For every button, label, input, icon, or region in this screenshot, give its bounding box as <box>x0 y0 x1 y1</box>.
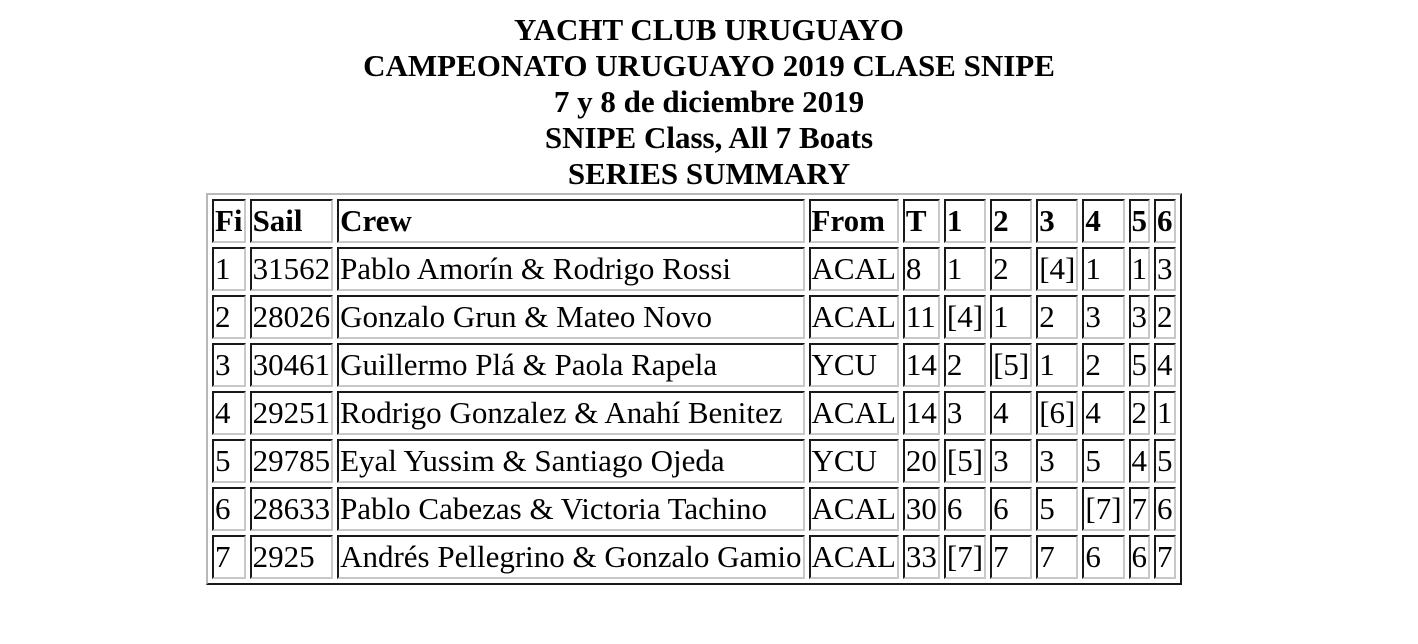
summary-title: SERIES SUMMARY <box>567 156 851 191</box>
cell-from: ACAL <box>809 535 899 579</box>
cell-race-2: 3 <box>990 439 1032 483</box>
cell-place: 5 <box>212 439 246 483</box>
cell-race-3: 5 <box>1036 487 1078 531</box>
results-container <box>206 193 1182 585</box>
table-row <box>212 391 1176 435</box>
cell-race-5: 5 <box>1129 343 1151 387</box>
cell-total: 11 <box>903 295 940 339</box>
cell-race-4: 5 <box>1082 439 1124 483</box>
table-row <box>212 487 1176 531</box>
cell-race-3: 2 <box>1036 295 1078 339</box>
page-header <box>0 12 1418 192</box>
col-header-race-1: 1 <box>944 199 986 243</box>
cell-crew: Pablo Cabezas & Victoria Tachino <box>337 487 804 531</box>
cell-race-1: [4] <box>944 295 986 339</box>
cell-from: ACAL <box>809 295 899 339</box>
cell-place: 1 <box>212 247 246 291</box>
cell-place: 7 <box>212 535 246 579</box>
cell-race-3: 3 <box>1036 439 1078 483</box>
cell-race-1: [7] <box>944 535 986 579</box>
cell-race-6: 1 <box>1154 391 1176 435</box>
cell-total: 8 <box>903 247 940 291</box>
cell-race-6: 3 <box>1154 247 1176 291</box>
event-dates: 7 y 8 de diciembre 2019 <box>553 84 865 119</box>
cell-race-2: [5] <box>990 343 1032 387</box>
cell-crew: Gonzalo Grun & Mateo Novo <box>337 295 804 339</box>
cell-race-2: 1 <box>990 295 1032 339</box>
cell-race-3: [4] <box>1036 247 1078 291</box>
col-header-race-4: 4 <box>1082 199 1124 243</box>
cell-sail: 29785 <box>250 439 334 483</box>
col-header-crew: Crew <box>337 199 804 243</box>
class-info: SNIPE Class, All 7 Boats <box>544 120 874 155</box>
cell-race-4: 4 <box>1082 391 1124 435</box>
cell-sail: 30461 <box>250 343 334 387</box>
col-header-fi: Fi <box>212 199 246 243</box>
cell-place: 2 <box>212 295 246 339</box>
cell-race-2: 7 <box>990 535 1032 579</box>
cell-total: 14 <box>903 343 940 387</box>
cell-place: 4 <box>212 391 246 435</box>
cell-sail: 29251 <box>250 391 334 435</box>
cell-race-6: 7 <box>1154 535 1176 579</box>
cell-crew: Eyal Yussim & Santiago Ojeda <box>337 439 804 483</box>
cell-race-6: 5 <box>1154 439 1176 483</box>
club-name: YACHT CLUB URUGUAYO <box>514 12 904 47</box>
col-header-race-5: 5 <box>1129 199 1151 243</box>
cell-race-1: 1 <box>944 247 986 291</box>
cell-race-6: 6 <box>1154 487 1176 531</box>
cell-sail: 28026 <box>250 295 334 339</box>
cell-crew: Pablo Amorín & Rodrigo Rossi <box>337 247 804 291</box>
cell-total: 14 <box>903 391 940 435</box>
cell-race-1: [5] <box>944 439 986 483</box>
col-header-sail: Sail <box>250 199 334 243</box>
cell-from: YCU <box>809 343 899 387</box>
table-row <box>212 439 1176 483</box>
cell-race-2: 2 <box>990 247 1032 291</box>
cell-total: 30 <box>903 487 940 531</box>
cell-race-1: 2 <box>944 343 986 387</box>
table-row <box>212 247 1176 291</box>
cell-race-3: [6] <box>1036 391 1078 435</box>
cell-from: ACAL <box>809 391 899 435</box>
cell-race-5: 6 <box>1129 535 1151 579</box>
cell-race-3: 7 <box>1036 535 1078 579</box>
cell-crew: Guillermo Plá & Paola Rapela <box>337 343 804 387</box>
cell-total: 20 <box>903 439 940 483</box>
table-row <box>212 535 1176 579</box>
cell-race-1: 6 <box>944 487 986 531</box>
cell-race-2: 4 <box>990 391 1032 435</box>
results-table <box>206 193 1182 585</box>
cell-crew: Rodrigo Gonzalez & Anahí Benitez <box>337 391 804 435</box>
cell-race-4: 2 <box>1082 343 1124 387</box>
cell-race-6: 2 <box>1154 295 1176 339</box>
event-title: CAMPEONATO URUGUAYO 2019 CLASE SNIPE <box>363 48 1055 83</box>
cell-from: YCU <box>809 439 899 483</box>
cell-race-5: 2 <box>1129 391 1151 435</box>
col-header-race-3: 3 <box>1036 199 1078 243</box>
cell-place: 3 <box>212 343 246 387</box>
cell-crew: Andrés Pellegrino & Gonzalo Gamio <box>337 535 804 579</box>
cell-race-2: 6 <box>990 487 1032 531</box>
cell-sail: 2925 <box>250 535 334 579</box>
cell-race-5: 1 <box>1129 247 1151 291</box>
cell-from: ACAL <box>809 247 899 291</box>
cell-place: 6 <box>212 487 246 531</box>
cell-sail: 28633 <box>250 487 334 531</box>
col-header-race-2: 2 <box>990 199 1032 243</box>
header-row <box>212 199 1176 243</box>
cell-race-4: [7] <box>1082 487 1124 531</box>
cell-from: ACAL <box>809 487 899 531</box>
cell-race-4: 3 <box>1082 295 1124 339</box>
cell-total: 33 <box>903 535 940 579</box>
col-header-total: T <box>903 199 940 243</box>
cell-race-5: 7 <box>1129 487 1151 531</box>
cell-sail: 31562 <box>250 247 334 291</box>
cell-race-4: 6 <box>1082 535 1124 579</box>
cell-race-4: 1 <box>1082 247 1124 291</box>
col-header-from: From <box>809 199 899 243</box>
cell-race-3: 1 <box>1036 343 1078 387</box>
col-header-race-6: 6 <box>1154 199 1176 243</box>
table-row <box>212 295 1176 339</box>
cell-race-6: 4 <box>1154 343 1176 387</box>
table-row <box>212 343 1176 387</box>
cell-race-5: 3 <box>1129 295 1151 339</box>
cell-race-5: 4 <box>1129 439 1151 483</box>
cell-race-1: 3 <box>944 391 986 435</box>
